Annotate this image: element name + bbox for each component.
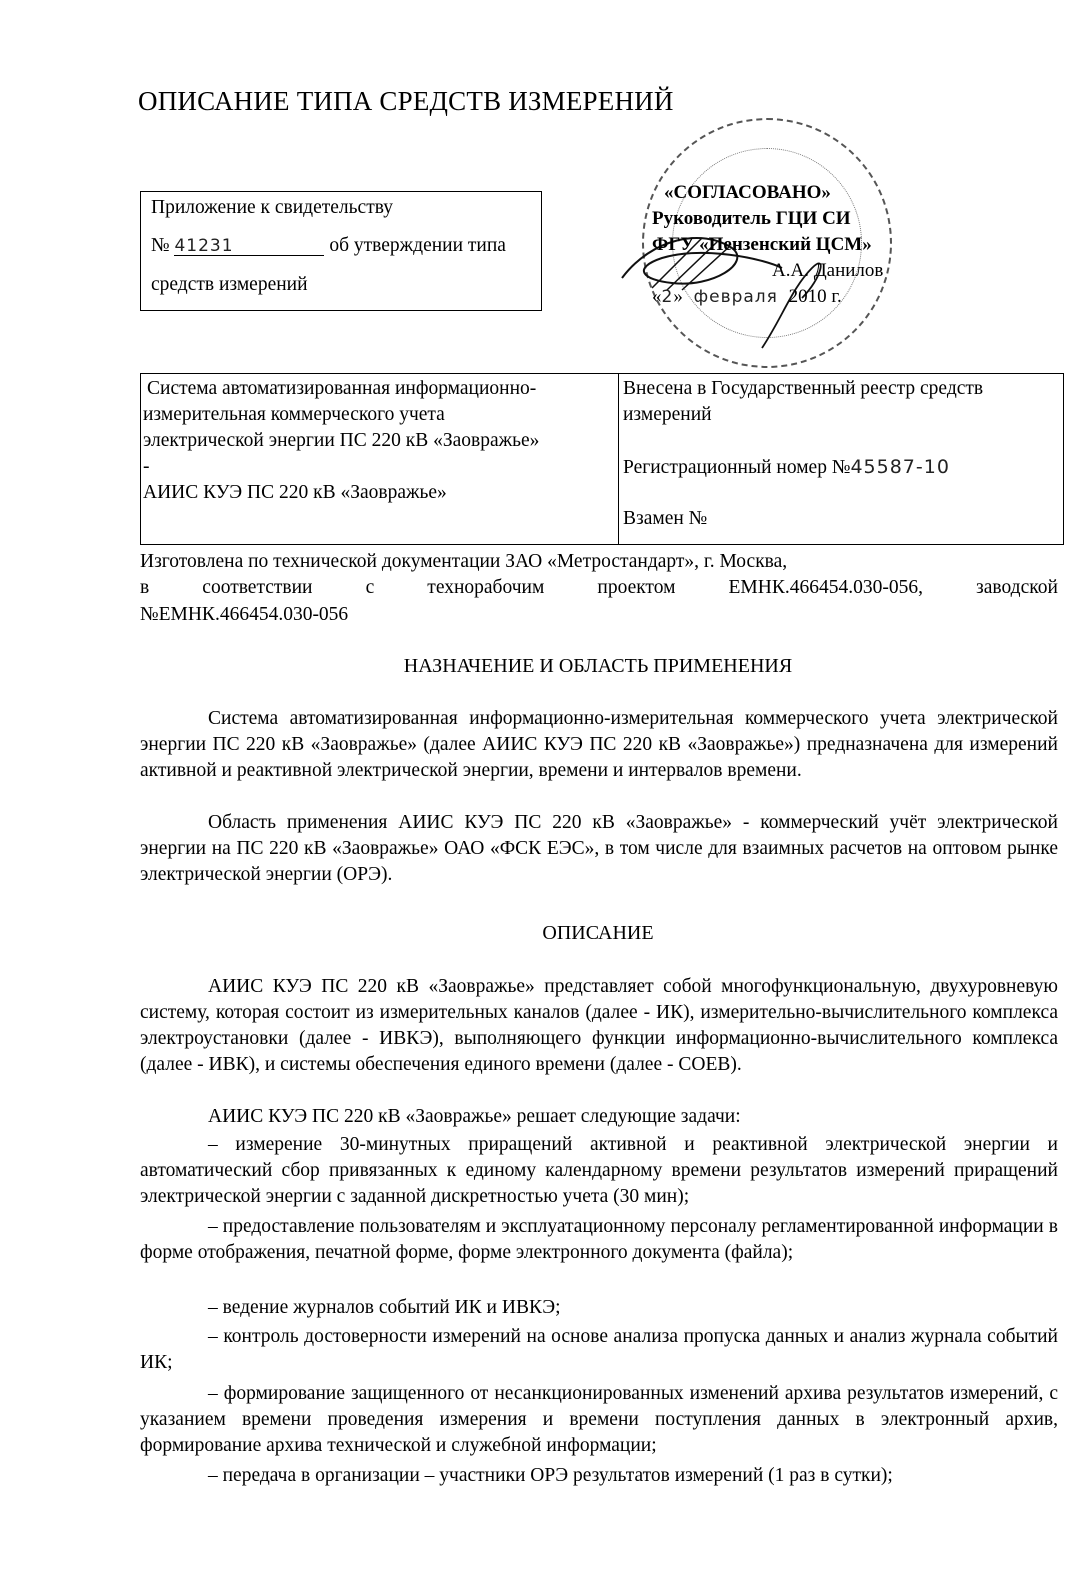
section-heading-text: НАЗНАЧЕНИЕ И ОБЛАСТЬ ПРИМЕНЕНИЯ <box>403 655 793 677</box>
registration-number-handwritten: 45587-10 <box>850 456 950 478</box>
stamp-date-day: 2 <box>661 287 674 307</box>
word: в <box>140 577 150 598</box>
stamp-role: Руководитель ГЦИ СИ <box>652 208 851 229</box>
word: проектом <box>597 577 676 598</box>
manufacture-line-2 <box>140 577 1058 599</box>
word: с <box>365 577 375 598</box>
word: соответствии <box>202 577 313 598</box>
system-short-name: АИИС КУЭ ПС 220 кВ «Заовражье» <box>143 482 447 503</box>
stamp-date-year: 2010 г. <box>788 286 842 307</box>
stamp-date-month: февраля <box>693 287 778 307</box>
task-item: – предоставление пользователям и эксплуатационному персоналу регламентированной информации в форме отображения, печатной форме, форме электронного документа (файла); <box>140 1216 1058 1263</box>
tasks-intro: АИИС КУЭ ПС 220 кВ «Заовражье» решает следующие задачи: <box>208 1106 741 1127</box>
system-name-line-3: электрической энергии ПС 220 кВ «Заовражье» <box>143 430 540 451</box>
purpose-paragraph: Система автоматизированная информационно-измерительная коммерческого учета электрической энергии ПС 220 кВ «Заовражье» (далее АИИС КУЭ ПС 220 кВ «Заовражье») предназначена для измерений активной и реактивной электрической энергии, времени и интервалов времени. <box>140 708 1058 781</box>
section-heading-purpose <box>0 655 1092 678</box>
stamp-org: ФГУ «Пензенский ЦСМ» <box>652 234 872 255</box>
table-column-divider <box>618 374 619 544</box>
stamp-heading: «СОГЛАСОВАНО» <box>664 182 831 203</box>
project-code: ЕМНК.466454.030-056, <box>728 577 923 598</box>
word: технорабочим <box>427 577 545 598</box>
number-sign: № <box>151 235 170 256</box>
registry-line-2: измерений <box>623 404 712 425</box>
replaces-number: Взамен № <box>623 508 708 529</box>
stamp-date: «2» февраля 2010 г. <box>652 286 842 307</box>
certificate-number-handwritten: 41231 <box>174 236 234 256</box>
manufacture-line-1: Изготовлена по технической документации ЗАО «Метростандарт», г. Москва, <box>140 551 788 572</box>
appendix-box <box>140 191 542 311</box>
scope-paragraph: Область применения АИИС КУЭ ПС 220 кВ «Заовражье» - коммерческий учёт электрической энергии на ПС 220 кВ «Заовражье» ОАО «ФСК ЕЭС», в том числе для взаимных расчетов на оптовом рынке электрической энергии (ОРЭ). <box>140 812 1058 885</box>
task-item: – измерение 30-минутных приращений активной и реактивной электрической энергии и автоматический сбор привязанных к единому календарному времени результатов измерений приращений электрической энергии с заданной дискретностью учета (30 мин); <box>140 1134 1058 1207</box>
section-heading-text: ОПИСАНИЕ <box>542 922 654 944</box>
task-item: – контроль достоверности измерений на основе анализа пропуска данных и анализ журнала событий ИК; <box>140 1326 1058 1373</box>
certificate-number-field <box>174 237 324 256</box>
system-name-line-4: - <box>143 456 150 477</box>
manufacture-line-3: №ЕМНК.466454.030-056 <box>140 604 349 625</box>
appendix-line-2 <box>151 235 506 257</box>
task-item: – формирование защищенного от несанкционированных изменений архива результатов измерений, с указанием времени проведения измерения и времени поступления данных в электронный архив, формирование архива технической и служебной информации; <box>140 1383 1058 1456</box>
appendix-line-3: средств измерений <box>151 274 308 295</box>
section-heading-description <box>0 922 1092 945</box>
appendix-line-2-suffix: об утверждении типа <box>329 235 506 256</box>
document-title: ОПИСАНИЕ ТИПА СРЕДСТВ ИЗМЕРЕНИЙ <box>138 86 674 116</box>
system-name-line-1: Система автоматизированная информационно- <box>147 378 537 399</box>
word: заводской <box>976 577 1058 598</box>
description-paragraph: АИИС КУЭ ПС 220 кВ «Заовражье» представляет собой многофункциональную, двухуровневую систему, которая состоит из измерительных каналов (далее - ИК), измерительно-вычислительного комплекса электроустановки (далее - ИВКЭ), выполняющего функции информационно-вычислительного комплекса (далее - ИВК), и системы обеспечения единого времени (далее - СОЕВ). <box>140 976 1058 1075</box>
appendix-line-1: Приложение к свидетельству <box>151 197 394 218</box>
stamp-date-open-quote: « <box>652 286 662 307</box>
stamp-signer: А.А. Данилов <box>772 260 884 281</box>
registry-line-1: Внесена в Государственный реестр средств <box>623 378 984 399</box>
task-item: – передача в организации – участники ОРЭ результатов измерений (1 раз в сутки); <box>208 1465 893 1486</box>
registration-table <box>140 373 1064 545</box>
system-name-line-2: измерительная коммерческого учета <box>143 404 445 425</box>
registration-number-label: Регистрационный номер № <box>623 457 851 478</box>
registration-number <box>623 454 950 481</box>
task-item: – ведение журналов событий ИК и ИВКЭ; <box>208 1297 561 1318</box>
approval-stamp <box>612 118 922 368</box>
